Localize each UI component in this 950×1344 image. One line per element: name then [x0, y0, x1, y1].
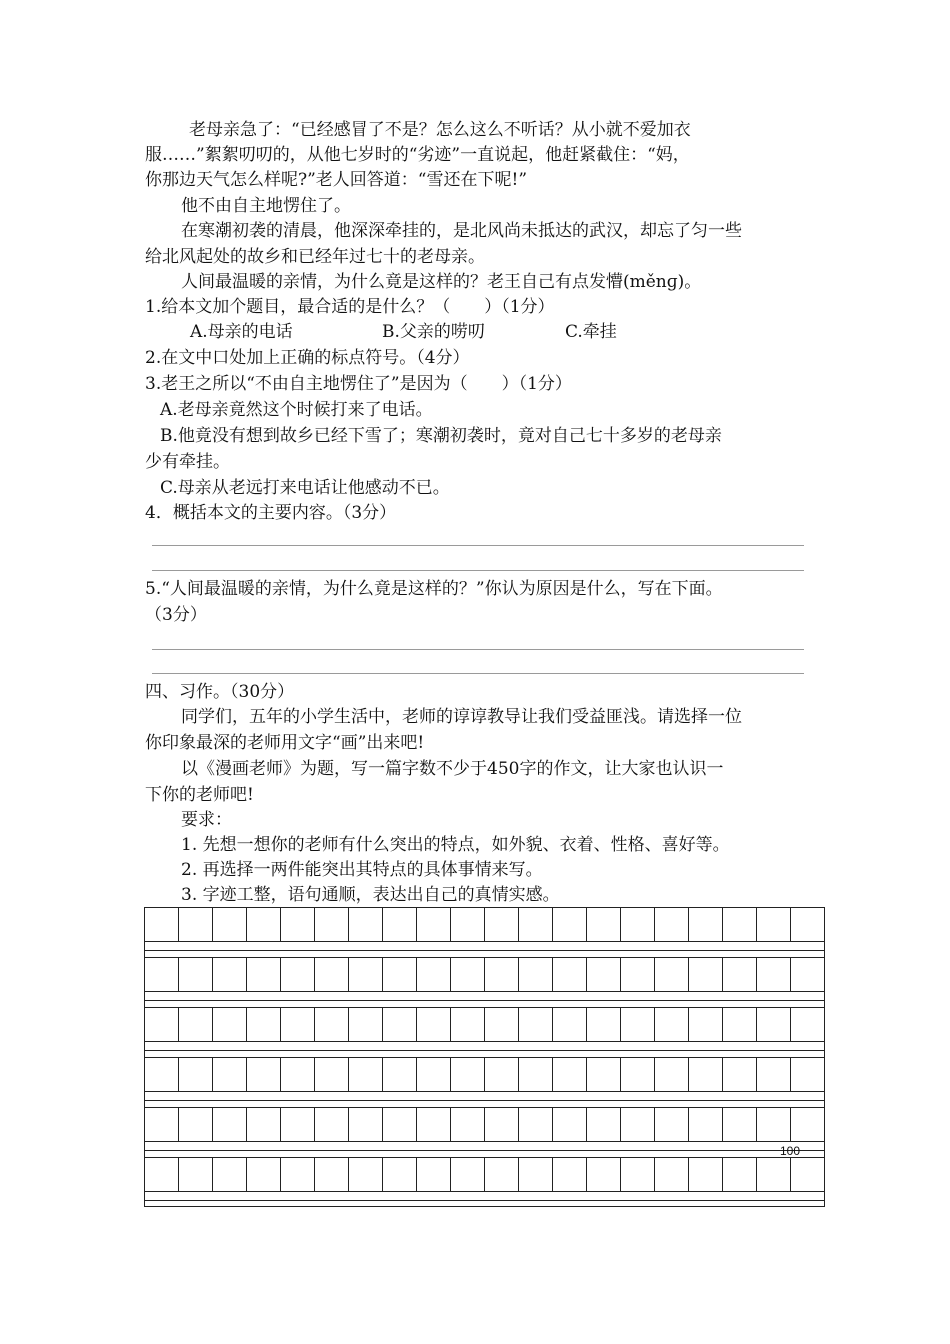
- grid-cell[interactable]: [485, 908, 519, 941]
- grid-cell[interactable]: [349, 1058, 383, 1091]
- grid-row: [145, 957, 824, 992]
- grid-cell[interactable]: [417, 908, 451, 941]
- word-count-marker: 100: [779, 1144, 800, 1158]
- grid-spacer-line: [145, 1200, 824, 1201]
- grid-cell[interactable]: [621, 1108, 655, 1141]
- grid-cell[interactable]: [315, 1158, 349, 1191]
- grid-cell[interactable]: [485, 1158, 519, 1191]
- grid-cell[interactable]: [485, 958, 519, 991]
- composition-writing-grid[interactable]: [144, 907, 825, 1207]
- grid-cell[interactable]: [281, 1008, 315, 1041]
- grid-cell[interactable]: [655, 958, 689, 991]
- grid-cell[interactable]: [247, 1008, 281, 1041]
- grid-cell[interactable]: [689, 908, 723, 941]
- requirement-3: 3. 字迹工整，语句通顺，表达出自己的真情实感。: [181, 885, 560, 905]
- grid-cell[interactable]: [349, 1008, 383, 1041]
- grid-spacer-line: [145, 950, 824, 951]
- question-1-option-b: B.父亲的唠叨: [382, 322, 485, 342]
- grid-cell[interactable]: [587, 1158, 621, 1191]
- grid-cell[interactable]: [315, 958, 349, 991]
- grid-cell[interactable]: [179, 958, 213, 991]
- grid-cell[interactable]: [213, 958, 247, 991]
- passage-paragraph-3-line-2: 给北风起处的故乡和已经年过七十的老母亲。: [145, 247, 485, 267]
- grid-cell[interactable]: [757, 1108, 791, 1141]
- question-2: 2.在文中口处加上正确的标点符号。（4分）: [145, 348, 470, 368]
- question-3: 3.老王之所以“不由自主地愣住了”是因为（ ）（1分）: [145, 374, 572, 394]
- grid-cell[interactable]: [621, 908, 655, 941]
- grid-cell[interactable]: [689, 1058, 723, 1091]
- grid-cell[interactable]: [213, 1108, 247, 1141]
- composition-intro-line-2: 你印象最深的老师用文字“画”出来吧!: [145, 733, 425, 753]
- grid-cell[interactable]: [451, 1108, 485, 1141]
- grid-cell[interactable]: [281, 1108, 315, 1141]
- grid-cell[interactable]: [349, 958, 383, 991]
- grid-cell[interactable]: [451, 1058, 485, 1091]
- passage-paragraph-1-line-1: 老母亲急了：“已经感冒了不是？怎么这么不听话？从小就不爱加衣: [189, 120, 691, 140]
- question-1-option-c: C.牵挂: [565, 322, 617, 342]
- grid-cell[interactable]: [587, 908, 621, 941]
- grid-cell[interactable]: [213, 1008, 247, 1041]
- grid-cell[interactable]: [383, 1058, 417, 1091]
- grid-cell[interactable]: [213, 908, 247, 941]
- grid-cell[interactable]: [757, 1008, 791, 1041]
- grid-cell[interactable]: [587, 1108, 621, 1141]
- grid-cell[interactable]: [315, 1008, 349, 1041]
- grid-cell[interactable]: [451, 1008, 485, 1041]
- question-3-option-b-line-1: B.他竟没有想到故乡已经下雪了；寒潮初袭时，竟对自己七十多岁的老母亲: [160, 426, 722, 446]
- grid-cell[interactable]: [553, 1108, 587, 1141]
- grid-cell[interactable]: [281, 908, 315, 941]
- grid-cell[interactable]: [723, 958, 757, 991]
- grid-cell[interactable]: [485, 1008, 519, 1041]
- grid-cell[interactable]: [587, 1008, 621, 1041]
- grid-cell[interactable]: [655, 1108, 689, 1141]
- question-3-option-c: C.母亲从老远打来电话让他感动不已。: [160, 478, 450, 498]
- grid-cell[interactable]: [485, 1058, 519, 1091]
- grid-cell[interactable]: [349, 1108, 383, 1141]
- grid-cell[interactable]: [179, 1108, 213, 1141]
- question-3-option-b-line-2: 少有牵挂。: [145, 452, 230, 472]
- answer-line-q5-1[interactable]: [152, 649, 804, 650]
- grid-cell[interactable]: [213, 1058, 247, 1091]
- grid-cell[interactable]: [383, 1158, 417, 1191]
- grid-cell[interactable]: [281, 1158, 315, 1191]
- grid-cell[interactable]: [757, 958, 791, 991]
- grid-cell[interactable]: [757, 908, 791, 941]
- grid-cell[interactable]: [519, 1058, 553, 1091]
- question-1-option-a: A.母亲的电话: [190, 322, 293, 342]
- passage-paragraph-1-line-2: 服……”絮絮叨叨的，从他七岁时的“劣迹”一直说起，他赶紧截住：“妈，: [145, 145, 690, 165]
- question-3-option-a: A.老母亲竟然这个时候打来了电话。: [160, 400, 433, 420]
- grid-cell[interactable]: [689, 958, 723, 991]
- grid-cell[interactable]: [417, 958, 451, 991]
- grid-row: [145, 1107, 824, 1142]
- grid-cell[interactable]: [383, 1108, 417, 1141]
- answer-line-q5-2[interactable]: [152, 673, 804, 674]
- grid-cell[interactable]: [621, 1058, 655, 1091]
- question-5-line-1: 5.“人间最温暖的亲情，为什么竟是这样的？”你认为原因是什么，写在下面。: [145, 579, 723, 599]
- grid-cell[interactable]: [655, 908, 689, 941]
- grid-cell[interactable]: [145, 958, 179, 991]
- grid-cell[interactable]: [315, 1058, 349, 1091]
- grid-cell[interactable]: [553, 908, 587, 941]
- passage-paragraph-2: 他不由自主地愣住了。: [181, 196, 351, 216]
- requirement-2: 2. 再选择一两件能突出其特点的具体事情来写。: [181, 860, 543, 880]
- grid-cell[interactable]: [485, 1108, 519, 1141]
- grid-cell[interactable]: [383, 908, 417, 941]
- grid-row: [145, 1057, 824, 1092]
- requirements-label: 要求：: [181, 810, 232, 830]
- question-1: 1.给本文加个题目，最合适的是什么？（ ）（1分）: [145, 297, 555, 317]
- grid-cell[interactable]: [315, 908, 349, 941]
- grid-cell[interactable]: [145, 1108, 179, 1141]
- grid-cell[interactable]: [655, 1008, 689, 1041]
- grid-cell[interactable]: [383, 958, 417, 991]
- grid-row: [145, 1157, 824, 1192]
- grid-cell[interactable]: [587, 1058, 621, 1091]
- grid-cell[interactable]: [621, 1158, 655, 1191]
- grid-cell[interactable]: [553, 958, 587, 991]
- grid-cell[interactable]: [723, 1008, 757, 1041]
- grid-cell[interactable]: [247, 1108, 281, 1141]
- composition-intro-line-1: 同学们，五年的小学生活中，老师的谆谆教导让我们受益匪浅。请选择一位: [181, 707, 742, 727]
- grid-spacer-line: [145, 1050, 824, 1051]
- grid-cell[interactable]: [689, 1008, 723, 1041]
- grid-cell[interactable]: [519, 1108, 553, 1141]
- grid-cell[interactable]: [621, 1008, 655, 1041]
- grid-cell[interactable]: [417, 1158, 451, 1191]
- grid-cell[interactable]: [655, 1158, 689, 1191]
- grid-spacer-line: [145, 1000, 824, 1001]
- grid-cell[interactable]: [145, 908, 179, 941]
- grid-cell[interactable]: [689, 1158, 723, 1191]
- grid-cell[interactable]: [757, 1158, 791, 1191]
- composition-task-line-2: 下你的老师吧!: [145, 785, 254, 805]
- answer-line-q4-1[interactable]: [152, 545, 804, 546]
- grid-cell[interactable]: [145, 1008, 179, 1041]
- grid-cell[interactable]: [349, 908, 383, 941]
- grid-cell[interactable]: [723, 1058, 757, 1091]
- grid-cell[interactable]: [723, 1158, 757, 1191]
- question-5-line-2: （3分）: [145, 605, 207, 625]
- question-4: 4．概括本文的主要内容。（3分）: [145, 503, 397, 523]
- grid-cell[interactable]: [145, 1058, 179, 1091]
- grid-cell[interactable]: [553, 1058, 587, 1091]
- grid-cell[interactable]: [247, 908, 281, 941]
- grid-cell[interactable]: [519, 958, 553, 991]
- requirement-1: 1. 先想一想你的老师有什么突出的特点，如外貌、衣着、性格、喜好等。: [181, 835, 730, 855]
- grid-cell[interactable]: [451, 908, 485, 941]
- answer-line-q4-2[interactable]: [152, 570, 804, 571]
- grid-cell[interactable]: [689, 1108, 723, 1141]
- grid-cell[interactable]: [417, 1008, 451, 1041]
- grid-row: [145, 907, 824, 942]
- grid-cell[interactable]: [179, 1158, 213, 1191]
- grid-cell[interactable]: [621, 958, 655, 991]
- grid-cell[interactable]: [757, 1058, 791, 1091]
- grid-cell[interactable]: [179, 1058, 213, 1091]
- grid-cell[interactable]: [179, 1008, 213, 1041]
- grid-cell[interactable]: [451, 958, 485, 991]
- grid-cell[interactable]: [349, 1158, 383, 1191]
- grid-cell[interactable]: [451, 1158, 485, 1191]
- grid-cell[interactable]: [383, 1008, 417, 1041]
- grid-cell[interactable]: [213, 1158, 247, 1191]
- grid-cell[interactable]: [519, 1008, 553, 1041]
- passage-paragraph-3-line-1: 在寒潮初袭的清晨，他深深牵挂的，是北风尚未抵达的武汉，却忘了匀一些: [181, 221, 742, 241]
- grid-cell[interactable]: [281, 1058, 315, 1091]
- composition-task-line-1: 以《漫画老师》为题，写一篇字数不少于450字的作文，让大家也认识一: [181, 759, 724, 779]
- grid-cell[interactable]: [417, 1058, 451, 1091]
- grid-cell[interactable]: [587, 958, 621, 991]
- grid-cell[interactable]: [315, 1108, 349, 1141]
- grid-cell[interactable]: [519, 1158, 553, 1191]
- passage-paragraph-4: 人间最温暖的亲情，为什么竟是这样的？老王自己有点发懵(měnɡ)。: [181, 272, 702, 292]
- composition-heading: 四、习作。（30分）: [145, 682, 295, 702]
- grid-row: [145, 1007, 824, 1042]
- grid-cell[interactable]: [247, 958, 281, 991]
- grid-cell[interactable]: [553, 1158, 587, 1191]
- grid-cell[interactable]: [145, 1158, 179, 1191]
- grid-cell[interactable]: [553, 1008, 587, 1041]
- grid-cell[interactable]: [247, 1158, 281, 1191]
- grid-spacer-line: [145, 1150, 824, 1151]
- grid-cell[interactable]: [723, 908, 757, 941]
- grid-cell[interactable]: [179, 908, 213, 941]
- passage-paragraph-1-line-3: 你那边天气怎么样呢?”老人回答道：“雪还在下呢!”: [145, 170, 528, 190]
- grid-cell[interactable]: [281, 958, 315, 991]
- grid-cell[interactable]: [417, 1108, 451, 1141]
- grid-cell[interactable]: [723, 1108, 757, 1141]
- grid-spacer-line: [145, 1100, 824, 1101]
- grid-cell[interactable]: [519, 908, 553, 941]
- grid-cell[interactable]: [247, 1058, 281, 1091]
- grid-cell[interactable]: [655, 1058, 689, 1091]
